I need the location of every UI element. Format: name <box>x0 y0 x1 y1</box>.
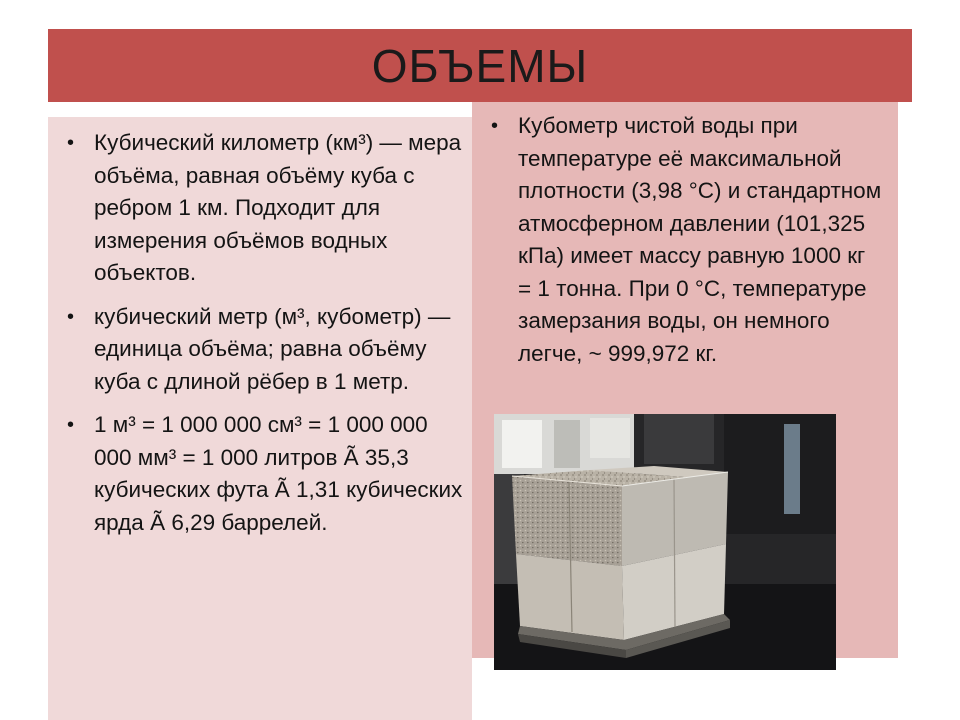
bullet-icon: • <box>491 115 499 137</box>
bullet-icon: • <box>67 305 75 328</box>
right-bullet-list <box>482 110 882 370</box>
bullet-item <box>58 301 470 399</box>
bullet-item <box>58 127 470 290</box>
cubic-metre-photo <box>494 414 836 670</box>
bullet-text: Кубический километр (км³) — мера объёма, равная объёму куба с ребром 1 км. Подходит для измерения объёмов водных объектов. <box>94 130 462 285</box>
bullet-icon: • <box>67 414 75 436</box>
bullet-item <box>58 409 470 539</box>
bullet-text: Кубометр чистой воды при температуре её максимальной плотности (3,98 °С) и стандартном атмосферном давлении (101,325 кПа) имеет массу равную 1000 кг = 1 тонна. При 0 °С, температуре замерзания воды, он немного легче, ~ 999,972 кг. <box>518 113 882 366</box>
left-content-panel <box>48 117 472 720</box>
bullet-item <box>482 110 882 370</box>
bullet-text: 1 м³ = 1 000 000 см³ = 1 000 000 000 мм³ = 1 000 литров Ã 35,3 кубических фута Ã 1,31 кубических ярда Ã 6,29 баррелей. <box>94 412 463 535</box>
cube-photo-illustration <box>494 414 836 670</box>
slide-title: ОБЪЕМЫ <box>371 39 589 92</box>
bullet-icon: • <box>67 132 75 154</box>
title-bar <box>48 29 912 102</box>
left-bullet-list <box>58 127 470 550</box>
bullet-text: кубический метр (м³, кубометр) — единица объёма; равна объёму куба с длиной рёбер в 1 метр. <box>94 303 451 394</box>
